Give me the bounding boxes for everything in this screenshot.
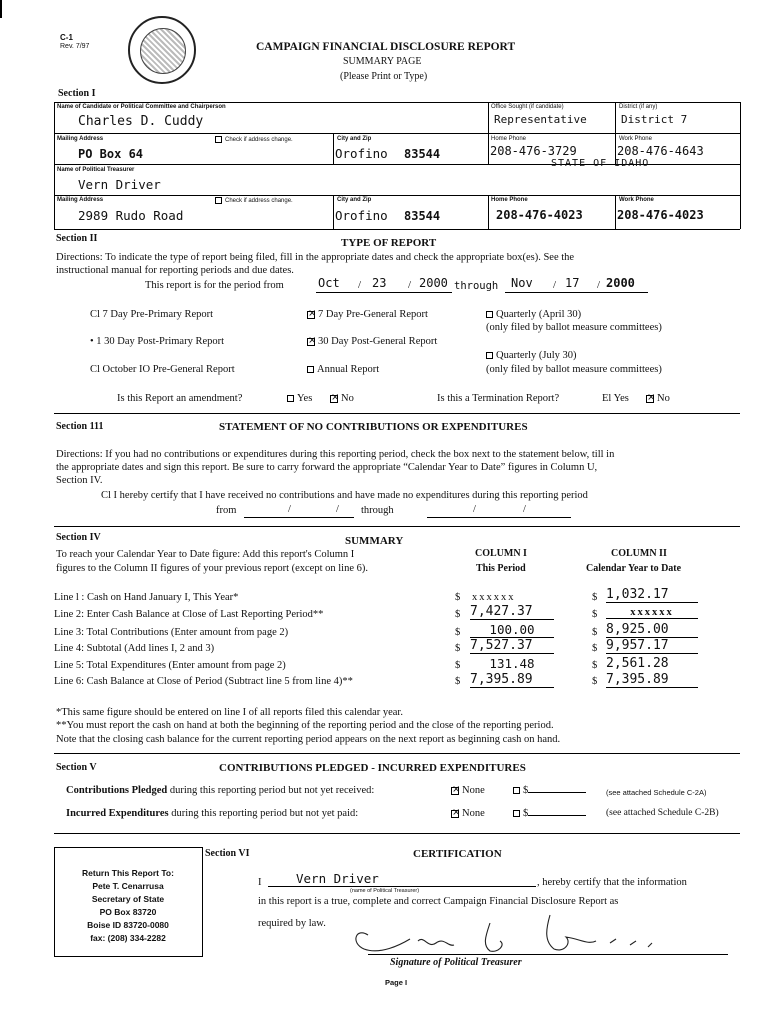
report-annual[interactable]: Annual Report <box>307 364 379 375</box>
summary-note-1: *This same figure should be entered on line I of all reports filed this calendar year. <box>56 707 403 718</box>
report-quarterly-july-checkbox[interactable] <box>486 352 493 359</box>
no-contrib-through-date[interactable]: / / <box>427 504 571 518</box>
candidate-name-label: Name of Candidate or Political Committee and Chairperson <box>57 104 226 110</box>
section-2-directions-2: instructional manual for reporting periods and due dates. <box>56 265 294 276</box>
amendment-yes[interactable]: Yes <box>287 393 312 404</box>
city-value[interactable]: Orofino <box>335 146 388 161</box>
incurred-amount[interactable]: $ <box>513 808 586 819</box>
treasurer-home-phone-label: Home Phone <box>491 197 528 203</box>
section-5-title: CONTRIBUTIONS PLEDGED - INCURRED EXPENDITURES <box>219 762 526 774</box>
treasurer-name-field[interactable]: Vern Driver <box>268 871 536 887</box>
line-4-col-2[interactable]: 9,957.17 <box>606 638 698 654</box>
report-quarterly-july-note: (only filed by ballot measure committees) <box>486 364 662 375</box>
period-from-day[interactable]: 23 <box>372 276 387 290</box>
stamp-state-text: STATE OF IDAHO <box>551 158 650 169</box>
report-quarterly-april-checkbox[interactable] <box>486 311 493 318</box>
incurred-none[interactable]: × None <box>451 808 485 819</box>
section-2-label: Section II <box>56 233 98 244</box>
summary-note-2: **You must report the cash on hand at both the beginning of the reporting period and the close of the reporting period. <box>56 720 554 731</box>
treasurer-mailing-label: Mailing Address <box>57 197 104 203</box>
treasurer-work-phone-value[interactable]: 208-476-4023 <box>617 208 704 222</box>
scan-mark <box>0 0 2 18</box>
line-2-col-1[interactable]: 7,427.37 <box>470 604 554 620</box>
district-value[interactable]: District 7 <box>621 113 688 126</box>
page-number: Page I <box>385 978 408 987</box>
return-line-3: Secretary of State <box>91 894 165 904</box>
district-label: District (if any) <box>619 104 658 110</box>
report-30day-post-primary[interactable]: • 1 30 Day Post-Primary Report <box>90 336 225 347</box>
summary-line-5-label: Line 5: Total Expenditures (Enter amount from page 2) <box>54 660 286 671</box>
period-through-label: through <box>454 280 499 292</box>
treasurer-signature-icon[interactable] <box>340 905 680 957</box>
column-1-subtitle: This Period <box>476 563 526 574</box>
treasurer-zip-value[interactable]: 83544 <box>404 209 441 223</box>
report-quarterly-july[interactable]: Quarterly (July 30) <box>486 350 576 361</box>
cert-i: I <box>258 877 262 888</box>
signature-caption: Signature of Political Treasurer <box>390 957 522 968</box>
termination-no[interactable]: × No <box>646 393 670 404</box>
treasurer-city-value[interactable]: Orofino <box>335 208 388 223</box>
summary-line-2-label: Line 2: Enter Cash Balance at Close of Last Reporting Period** <box>54 609 324 620</box>
treasurer-name-caption: (name of Political Treasurer) <box>350 888 420 894</box>
section-2-title: TYPE OF REPORT <box>341 237 437 249</box>
city-zip-label: City and Zip <box>337 136 372 142</box>
section-4-desc-1: To reach your Calendar Year to Date figure: Add this report's Column I <box>56 549 355 560</box>
no-contrib-through-label: through <box>361 505 394 516</box>
period-to-year[interactable]: 2000 <box>606 276 635 290</box>
report-october-pre-general[interactable]: Cl October IO Pre-General Report <box>90 364 235 375</box>
report-7day-pre-primary[interactable]: Cl 7 Day Pre-Primary Report <box>90 309 214 320</box>
treasurer-mailing-value[interactable]: 2989 Rudo Road <box>78 208 184 223</box>
incurred-none-checkbox[interactable] <box>451 810 459 818</box>
no-contrib-from-label: from <box>216 505 237 516</box>
column-2-title: COLUMN II <box>611 548 667 559</box>
treasurer-address-change-check[interactable]: Check if address change. <box>215 197 293 204</box>
section-6-label: Section VI <box>205 848 250 859</box>
cert-text-2: in this report is a true, complete and correct Campaign Financial Disclosure Report as <box>258 896 619 907</box>
line-3-col-1[interactable]: 100.00 <box>470 622 554 638</box>
summary-line-1-label: Line l : Cash on Hand January I, This Year* <box>54 592 239 603</box>
line-1-col-1[interactable]: xxxxxx <box>472 592 516 603</box>
line-2-col-2[interactable]: xxxxxx <box>606 607 698 619</box>
section-3-label: Section 111 <box>56 421 104 432</box>
candidate-name-value[interactable]: Charles D. Cuddy <box>78 114 204 129</box>
report-30day-post-general-checkbox[interactable] <box>307 338 315 346</box>
line-1-col-2[interactable]: 1,032.17 <box>606 587 698 603</box>
period-from-month[interactable]: Oct <box>318 276 340 290</box>
return-line-5: Boise ID 83720-0080 <box>87 920 169 930</box>
period-to-month[interactable]: Nov <box>511 276 533 290</box>
termination-question: Is this a Termination Report? <box>437 393 560 404</box>
return-line-6: fax: (208) 334-2282 <box>90 933 166 943</box>
summary-line-4-label: Line 4: Subtotal (Add lines I, 2 and 3) <box>54 643 215 654</box>
report-30day-post-general[interactable]: × 30 Day Post-General Report <box>307 336 437 347</box>
address-change-check[interactable]: Check if address change. <box>215 136 293 143</box>
column-2-subtitle: Calendar Year to Date <box>586 563 682 574</box>
return-line-1: Return This Report To: <box>82 868 174 878</box>
section-2-directions-1: Directions: To indicate the type of report being filed, fill in the appropriate dates and check the appropriate box(es). See the <box>56 252 575 263</box>
incurred-amount-checkbox[interactable] <box>513 810 520 817</box>
treasurer-city-label: City and Zip <box>337 197 372 203</box>
treasurer-name-label: Name of Political Treasurer <box>57 167 135 173</box>
cert-text-3: required by law. <box>258 918 326 929</box>
termination-yes[interactable]: El Yes <box>602 393 629 404</box>
treasurer-home-phone-value[interactable]: 208-476-4023 <box>496 208 583 222</box>
section-3-directions-1: Directions: If you had no contributions or expenditures during this reporting period, check the box next to the statement below, till in <box>56 449 615 460</box>
form-title: CAMPAIGN FINANCIAL DISCLOSURE REPORT <box>256 41 516 53</box>
section-1-label: Section I <box>58 88 96 99</box>
zip-value[interactable]: 83544 <box>404 147 441 161</box>
form-revision: Rev. 7/97 <box>60 43 90 50</box>
line-3-col-2[interactable]: 8,925.00 <box>606 622 698 638</box>
line-4-col-1[interactable]: 7,527.37 <box>470 638 554 654</box>
home-phone-label: Home Phone <box>491 136 527 142</box>
section-5-label: Section V <box>56 762 97 773</box>
period-from-year[interactable]: 2000 <box>419 276 448 290</box>
home-phone-value[interactable]: 208-476-3729 <box>490 144 577 158</box>
address-change-checkbox[interactable] <box>215 136 222 143</box>
contributions-pledged-text: Contributions Pledged during this reporting period but not yet received: <box>66 785 375 796</box>
schedule-c2a-note: (see attached Schedule C-2A) <box>606 788 707 797</box>
amendment-no-checkbox[interactable] <box>330 395 338 403</box>
summary-line-6-label: Line 6: Cash Balance at Close of Period (Subtract line 5 from line 4)** <box>54 676 353 687</box>
office-sought-value[interactable]: Representative <box>494 113 587 126</box>
mailing-address-value[interactable]: PO Box 64 <box>78 147 144 161</box>
summary-note-3: Note that the closing cash balance for the current reporting period appears on the next report as beginning cash on hand. <box>56 734 561 745</box>
report-7day-pre-general[interactable]: × 7 Day Pre-General Report <box>307 309 428 320</box>
cert-text-1: , hereby certify that the information <box>537 877 687 888</box>
section-4-title: SUMMARY <box>345 535 404 547</box>
amendment-no[interactable]: × No <box>330 393 354 404</box>
pledged-amount-checkbox[interactable] <box>513 787 520 794</box>
pledged-amount[interactable]: $ <box>513 785 586 796</box>
section-3-directions-2: the appropriate dates and sign this report. Be sure to carry forward the appropriate “Calendar Year to Date” figures in Column U, <box>56 462 598 473</box>
line-6-col-1[interactable]: 7,395.89 <box>470 672 554 688</box>
treasurer-work-phone-label: Work Phone <box>619 197 654 203</box>
form-code: C-1 <box>60 33 73 42</box>
pledged-none[interactable]: × None <box>451 785 485 796</box>
section-3-title: STATEMENT OF NO CONTRIBUTIONS OR EXPENDITURES <box>219 421 528 433</box>
state-seal-icon <box>128 16 196 84</box>
work-phone-label: Work Phone <box>619 136 652 142</box>
form-subtitle: SUMMARY PAGE <box>343 56 422 67</box>
pledged-none-checkbox[interactable] <box>451 787 459 795</box>
no-contrib-from-date[interactable]: / / <box>244 504 354 518</box>
report-annual-checkbox[interactable] <box>307 366 314 373</box>
period-to-day[interactable]: 17 <box>565 276 580 290</box>
return-line-2: Pete T. Cenarrusa <box>92 881 164 891</box>
period-label: This report is for the period from <box>145 280 284 291</box>
termination-no-checkbox[interactable] <box>646 395 654 403</box>
summary-line-3-label: Line 3: Total Contributions (Enter amount from page 2) <box>54 627 289 638</box>
column-1-title: COLUMN I <box>475 548 527 559</box>
treasurer-name-value[interactable]: Vern Driver <box>78 177 161 192</box>
section-3-directions-3: Section IV. <box>56 475 103 486</box>
amendment-yes-checkbox[interactable] <box>287 395 294 402</box>
section-4-label: Section IV <box>56 532 101 543</box>
incurred-expenditures-text: Incurred Expenditures during this reporting period but not yet paid: <box>66 808 359 819</box>
mailing-address-label: Mailing Address <box>57 136 104 142</box>
report-7day-pre-general-checkbox[interactable] <box>307 311 315 319</box>
return-line-4: PO Box 83720 <box>99 907 157 917</box>
treasurer-address-change-checkbox[interactable] <box>215 197 222 204</box>
section-4-desc-2: figures to the Column II figures of your previous report (except on line 6). <box>56 563 369 574</box>
report-quarterly-april-note: (only filed by ballot measure committees) <box>486 322 662 333</box>
line-6-col-2[interactable]: 7,395.89 <box>606 672 698 688</box>
line-5-col-2[interactable]: 2,561.28 <box>606 656 669 671</box>
form-instruction: (Please Print or Type) <box>340 71 428 82</box>
line-5-col-1[interactable]: 131.48 <box>489 656 535 671</box>
no-contributions-certify[interactable]: Cl I hereby certify that I have received no contributions and have made no expenditures during this reporting period <box>101 490 588 501</box>
work-phone-value[interactable]: 208-476-4643 <box>617 144 704 158</box>
section-6-title: CERTIFICATION <box>413 848 502 860</box>
schedule-c2b-note: (see attached Schedule C-2B) <box>606 808 719 818</box>
office-sought-label: Office Sought (if candidate) <box>491 104 564 110</box>
report-quarterly-april[interactable]: Quarterly (April 30) <box>486 309 581 320</box>
amendment-question: Is this Report an amendment? <box>117 393 243 404</box>
